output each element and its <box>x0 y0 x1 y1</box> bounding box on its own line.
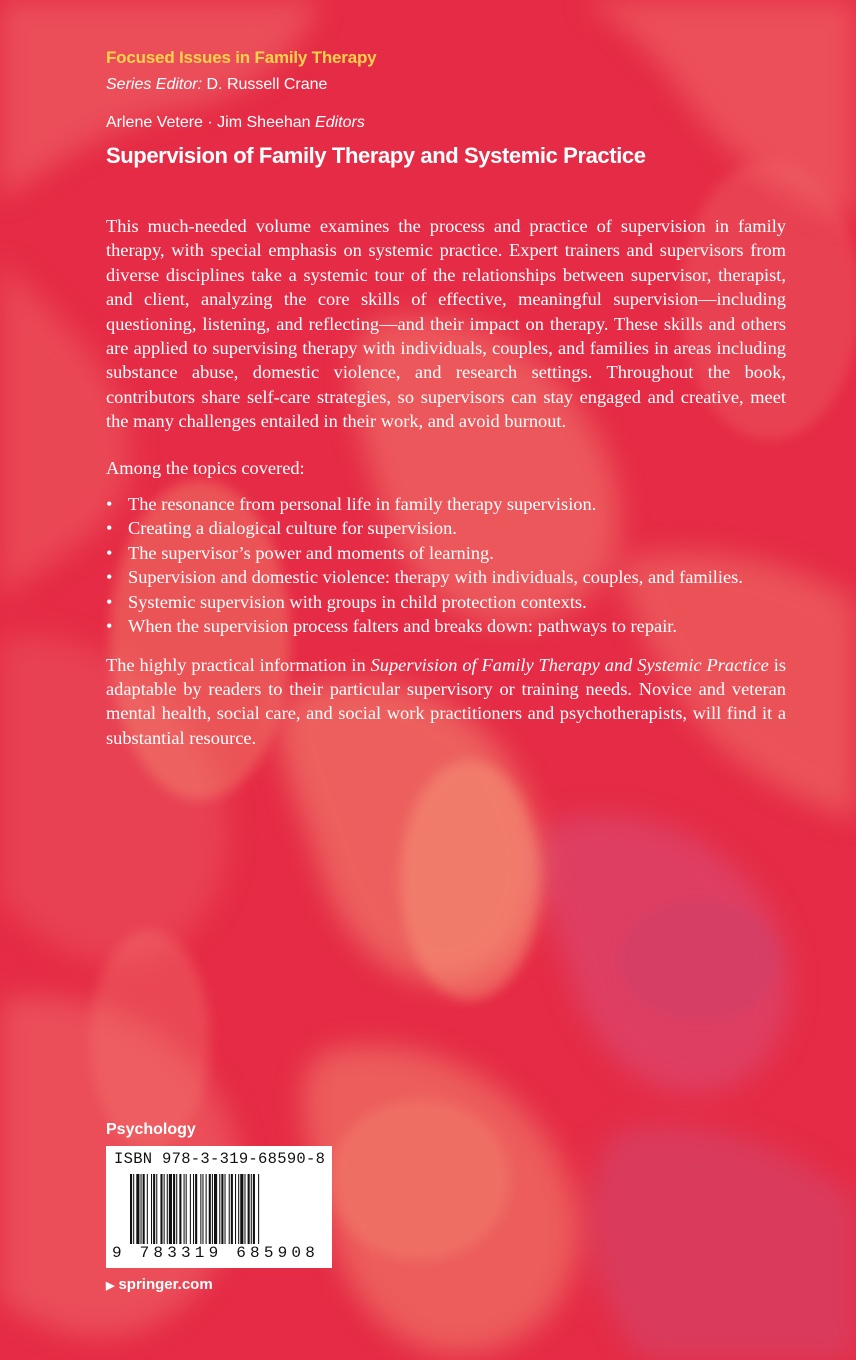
barcode-bar <box>244 1174 245 1244</box>
barcode-bar <box>235 1174 236 1244</box>
barcode-bar <box>133 1174 134 1244</box>
barcode-bar <box>156 1174 157 1244</box>
book-title: Supervision of Family Therapy and Systemic Practice <box>106 143 646 168</box>
topic-item: • Creating a dialogical culture for supervision. <box>106 516 786 540</box>
barcode-bar <box>184 1174 185 1244</box>
topic-item: • The supervisor’s power and moments of learning. <box>106 541 786 565</box>
barcode-bar <box>130 1174 132 1244</box>
bullet-icon: • <box>106 494 113 515</box>
description-paragraph: This much-needed volume examines the process and practice of supervision in family therapy, with special emphasis on systemic practice. Expert trainers and supervisors from diverse disciplines take a systemic tour of the relationships between supervisor, therapist, and client, analyzing the core skills of effective, meaningful supervision—including questioning, listening, and reflecting—and their impact on therapy. These skills and others are applied to supervising therapy with individuals, couples, and families in areas including substance abuse, domestic violence, and research settings. Throughout the book, contributors share self-care strategies, so supervisors can stay engaged and creative, meet the many challenges entailed in their work, and avoid burnout. <box>106 216 786 432</box>
barcode-bar <box>169 1174 172 1244</box>
barcode-bar <box>195 1174 197 1244</box>
barcode-bar <box>164 1174 165 1244</box>
publisher-website[interactable] <box>106 1276 213 1293</box>
series-editor-line <box>106 76 327 94</box>
bullet-icon: • <box>106 616 113 637</box>
barcode-bar <box>147 1174 148 1244</box>
book-description <box>106 214 786 750</box>
barcode-bar <box>258 1174 259 1244</box>
barcode-bar <box>151 1174 152 1244</box>
topic-item: • Supervision and domestic violence: therapy with individuals, couples, and families. <box>106 565 786 589</box>
barcode-bar <box>214 1174 217 1244</box>
barcode-bar <box>193 1174 194 1244</box>
topic-item: • Systemic supervision with groups in child protection contexts. <box>106 590 786 614</box>
topics-intro: Among the topics covered: <box>106 457 305 478</box>
barcode-bar <box>202 1174 203 1244</box>
barcode-bar <box>173 1174 175 1244</box>
bullet-icon: • <box>106 567 113 588</box>
barcode-bar <box>160 1174 162 1244</box>
barcode-icon <box>130 1174 326 1244</box>
bullet-icon: • <box>106 591 113 612</box>
editors-role: Editors <box>315 114 365 131</box>
bullet-icon: • <box>106 542 113 563</box>
website-text: springer.com <box>118 1276 213 1293</box>
barcode-bar <box>176 1174 177 1244</box>
play-arrow-icon: ▶ <box>106 1280 115 1292</box>
topic-item: • When the supervision process falters and breaks down: pathways to repair. <box>106 614 786 638</box>
barcode-bar <box>186 1174 187 1244</box>
barcode-bar <box>240 1174 243 1244</box>
closing-book-title: Supervision of Family Therapy and Systemic Practice <box>370 654 769 675</box>
barcode-bar <box>251 1174 252 1244</box>
topic-item: • The resonance from personal life in family therapy supervision. <box>106 492 786 516</box>
barcode-bar <box>143 1174 145 1244</box>
editors-names: Arlene Vetere · Jim Sheehan <box>106 114 311 131</box>
barcode-bar <box>248 1174 250 1244</box>
barcode-bar <box>153 1174 155 1244</box>
barcode-bar <box>141 1174 142 1244</box>
barcode-bar <box>219 1174 220 1244</box>
bullet-icon: • <box>106 518 113 539</box>
subject-category: Psychology <box>106 1121 196 1138</box>
barcode-bar <box>221 1174 223 1244</box>
closing-pre: The highly practical information in <box>106 654 366 675</box>
barcode-bar <box>206 1174 207 1244</box>
series-editor-label: Series Editor: <box>106 76 203 93</box>
series-title: Focused Issues in Family Therapy <box>106 48 377 67</box>
topics-list <box>106 492 786 638</box>
barcode-bar <box>229 1174 230 1244</box>
closing-post: is adaptable by readers to their particular supervisory or training needs. Novice and veteran mental health, social care, and social work practitioners and psychotherapists, will find it a substantial resource. <box>106 654 786 748</box>
barcode-bar <box>200 1174 201 1244</box>
barcode-bar <box>212 1174 213 1244</box>
barcode-bar <box>167 1174 168 1244</box>
barcode-bar <box>238 1174 239 1244</box>
ean-digits: 9 783319 685908 <box>112 1244 320 1262</box>
isbn-text: ISBN 978-3-319-68590-8 <box>114 1150 326 1168</box>
barcode-bar <box>209 1174 211 1244</box>
barcode-bar <box>253 1174 255 1244</box>
barcode-bar <box>190 1174 191 1244</box>
isbn-barcode-box <box>106 1146 332 1268</box>
closing-paragraph <box>106 653 786 751</box>
editors-line <box>106 114 365 132</box>
barcode-bar <box>225 1174 226 1244</box>
barcode-bar <box>136 1174 139 1244</box>
barcode-bar <box>179 1174 181 1244</box>
series-editor-name: D. Russell Crane <box>206 76 328 93</box>
barcode-bar <box>231 1174 233 1244</box>
